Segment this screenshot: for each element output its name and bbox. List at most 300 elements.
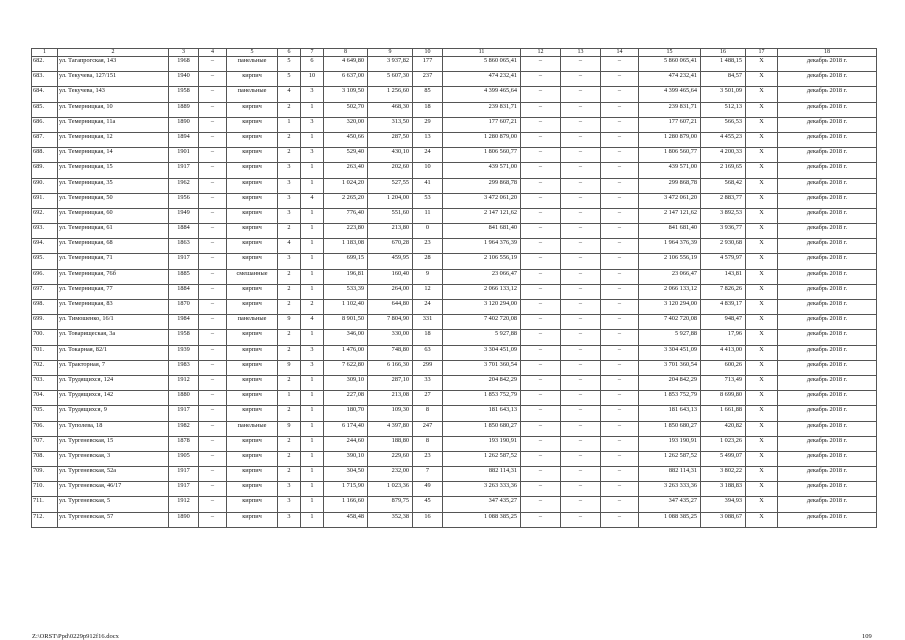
table-cell: 4 455,23 — [701, 132, 746, 147]
table-cell: – — [521, 315, 561, 330]
table-cell: 3 120 294,00 — [639, 300, 701, 315]
table-cell: – — [199, 315, 227, 330]
table-cell: 6 174,40 — [324, 421, 368, 436]
table-cell: 568,42 — [701, 178, 746, 193]
table-cell: 1884 — [169, 284, 199, 299]
table-cell: – — [561, 254, 601, 269]
table-cell: декабрь 2018 г. — [778, 102, 877, 117]
table-cell: 1 262 587,52 — [639, 451, 701, 466]
table-cell: – — [561, 436, 601, 451]
table-cell: – — [199, 300, 227, 315]
table-cell: – — [601, 300, 639, 315]
table-cell: 177 607,21 — [443, 117, 521, 132]
table-cell: 4 413,00 — [701, 345, 746, 360]
table-cell: – — [561, 178, 601, 193]
table-cell: 533,39 — [324, 284, 368, 299]
table-cell: – — [601, 87, 639, 102]
table-cell: ул. Темерницкая, 10 — [58, 102, 169, 117]
table-cell: 2 — [278, 451, 301, 466]
table-cell: 1 806 560,77 — [639, 148, 701, 163]
table-cell: 3 — [278, 178, 301, 193]
table-cell: 4 — [301, 193, 324, 208]
table-cell: декабрь 2018 г. — [778, 512, 877, 527]
table-cell: – — [199, 208, 227, 223]
table-cell: кирпич — [227, 193, 278, 208]
table-cell: кирпич — [227, 345, 278, 360]
table-cell: 1885 — [169, 269, 199, 284]
table-cell: 1917 — [169, 406, 199, 421]
table-cell: 2 — [278, 224, 301, 239]
table-row — [32, 254, 877, 269]
table-cell: кирпич — [227, 148, 278, 163]
table-cell: 696. — [32, 269, 58, 284]
table-cell: – — [601, 208, 639, 223]
table-cell: 2 066 133,12 — [639, 284, 701, 299]
table-cell: ул. Темерницкая, 60 — [58, 208, 169, 223]
table-row — [32, 436, 877, 451]
table-cell: 5 499,07 — [701, 451, 746, 466]
table-row — [32, 163, 877, 178]
table-cell: 1962 — [169, 178, 199, 193]
table-cell: 2 — [278, 406, 301, 421]
table-cell: 705. — [32, 406, 58, 421]
table-cell: смешанные — [227, 269, 278, 284]
table-cell: 23 066,47 — [639, 269, 701, 284]
table-cell: 3 304 451,09 — [443, 345, 521, 360]
table-cell: 3 — [278, 254, 301, 269]
table-cell: Х — [746, 345, 778, 360]
table-cell: – — [561, 497, 601, 512]
table-cell: 1982 — [169, 421, 199, 436]
table-row — [32, 102, 877, 117]
table-cell: – — [199, 239, 227, 254]
table-cell: 2 — [278, 284, 301, 299]
table-cell: 695. — [32, 254, 58, 269]
table-cell: – — [521, 132, 561, 147]
table-cell: 287,50 — [368, 132, 413, 147]
table-cell: 41 — [413, 178, 443, 193]
table-cell: – — [199, 132, 227, 147]
table-cell: 1958 — [169, 87, 199, 102]
table-cell: – — [199, 360, 227, 375]
table-cell: декабрь 2018 г. — [778, 57, 877, 72]
table-cell: 5 927,88 — [639, 330, 701, 345]
table-cell: 181 643,13 — [443, 406, 521, 421]
table-cell: – — [199, 117, 227, 132]
table-cell: 3 — [301, 345, 324, 360]
table-cell: 33 — [413, 375, 443, 390]
table-cell: декабрь 2018 г. — [778, 300, 877, 315]
table-cell: панельные — [227, 315, 278, 330]
table-cell: 882 114,31 — [443, 467, 521, 482]
table-cell: декабрь 2018 г. — [778, 284, 877, 299]
table-cell: – — [199, 193, 227, 208]
table-cell: 704. — [32, 391, 58, 406]
table-cell: ул. Тургеневская, 46/17 — [58, 482, 169, 497]
table-cell: декабрь 2018 г. — [778, 87, 877, 102]
table-row — [32, 87, 877, 102]
table-cell: 3 — [278, 163, 301, 178]
table-cell: ул. Трудящихся, 142 — [58, 391, 169, 406]
table-row — [32, 178, 877, 193]
table-cell: декабрь 2018 г. — [778, 482, 877, 497]
table-cell: – — [561, 193, 601, 208]
table-cell: – — [521, 224, 561, 239]
table-cell: ул. Темерницкая, 61 — [58, 224, 169, 239]
table-cell: кирпич — [227, 497, 278, 512]
table-cell: 439 571,00 — [639, 163, 701, 178]
table-cell: кирпич — [227, 375, 278, 390]
table-cell: кирпич — [227, 436, 278, 451]
table-cell: 304,50 — [324, 467, 368, 482]
table-cell: – — [561, 117, 601, 132]
table-cell: 177 — [413, 57, 443, 72]
table-cell: 299 868,78 — [639, 178, 701, 193]
table-cell: 1 964 376,39 — [443, 239, 521, 254]
column-number-header: 17 — [746, 49, 778, 57]
table-cell: ул. Темерницкая, 12 — [58, 132, 169, 147]
table-cell: 23 — [413, 451, 443, 466]
table-cell: ул. Трудящихся, 124 — [58, 375, 169, 390]
table-cell: 247 — [413, 421, 443, 436]
table-cell: 1905 — [169, 451, 199, 466]
table-cell: 7 — [413, 467, 443, 482]
table-cell: ул. Тагапрогская, 143 — [58, 57, 169, 72]
table-cell: 699. — [32, 315, 58, 330]
table-cell: 1 964 376,39 — [639, 239, 701, 254]
table-cell: Х — [746, 497, 778, 512]
table-cell: 1894 — [169, 132, 199, 147]
table-cell: 352,38 — [368, 512, 413, 527]
table-cell: – — [199, 467, 227, 482]
table-cell: 1 853 752,79 — [443, 391, 521, 406]
table-cell: 5 860 065,41 — [639, 57, 701, 72]
table-cell: Х — [746, 193, 778, 208]
table-cell: 28 — [413, 254, 443, 269]
table-cell: – — [199, 345, 227, 360]
header-row — [32, 49, 877, 57]
table-cell: 701. — [32, 345, 58, 360]
table-cell: 841 681,40 — [443, 224, 521, 239]
table-cell: 1 166,60 — [324, 497, 368, 512]
table-cell: декабрь 2018 г. — [778, 345, 877, 360]
table-cell: 1 256,60 — [368, 87, 413, 102]
table-cell: – — [199, 87, 227, 102]
table-cell: ул. Текучева, 127/151 — [58, 72, 169, 87]
column-number-header: 14 — [601, 49, 639, 57]
table-cell: 3 — [278, 512, 301, 527]
table-cell: – — [601, 375, 639, 390]
column-number-header: 12 — [521, 49, 561, 57]
table-cell: 3 892,53 — [701, 208, 746, 223]
table-row — [32, 406, 877, 421]
table-cell: 5 607,30 — [368, 72, 413, 87]
table-cell: – — [521, 421, 561, 436]
table-cell: – — [521, 330, 561, 345]
table-cell: 239 831,71 — [639, 102, 701, 117]
table-row — [32, 360, 877, 375]
table-cell: 3 — [278, 497, 301, 512]
table-cell: 160,40 — [368, 269, 413, 284]
table-cell: 1 715,90 — [324, 482, 368, 497]
table-cell: 1956 — [169, 193, 199, 208]
table-cell: 1 — [301, 330, 324, 345]
table-cell: – — [601, 269, 639, 284]
table-cell: 23 — [413, 239, 443, 254]
table-cell: 346,00 — [324, 330, 368, 345]
table-cell: 1 — [301, 451, 324, 466]
table-cell: – — [199, 436, 227, 451]
table-cell: Х — [746, 300, 778, 315]
table-cell: – — [561, 148, 601, 163]
table-cell: – — [561, 406, 601, 421]
table-cell: 2 930,68 — [701, 239, 746, 254]
table-cell: кирпич — [227, 178, 278, 193]
table-cell: декабрь 2018 г. — [778, 193, 877, 208]
table-cell: 3 — [301, 117, 324, 132]
table-row — [32, 117, 877, 132]
table-cell: 4 — [301, 315, 324, 330]
table-cell: 703. — [32, 375, 58, 390]
table-cell: 2 — [278, 330, 301, 345]
table-cell: 85 — [413, 87, 443, 102]
table-cell: – — [601, 284, 639, 299]
table-cell: 2 — [278, 300, 301, 315]
table-cell: 7 402 720,08 — [443, 315, 521, 330]
table-row — [32, 239, 877, 254]
table-cell: ул. Туполева, 18 — [58, 421, 169, 436]
table-cell: 1878 — [169, 436, 199, 451]
table-cell: 3 — [278, 208, 301, 223]
table-cell: 1 488,15 — [701, 57, 746, 72]
table-cell: 1880 — [169, 391, 199, 406]
table-cell: 204 842,29 — [639, 375, 701, 390]
table-cell: 691. — [32, 193, 58, 208]
table-cell: ул. Темерницкая, 77 — [58, 284, 169, 299]
table-cell: 1 023,26 — [701, 436, 746, 451]
table-cell: декабрь 2018 г. — [778, 239, 877, 254]
table-cell: 1890 — [169, 512, 199, 527]
table-cell: 3 — [301, 360, 324, 375]
table-cell: – — [601, 467, 639, 482]
table-cell: – — [199, 284, 227, 299]
table-cell: кирпич — [227, 451, 278, 466]
table-row — [32, 482, 877, 497]
table-cell: 347 435,27 — [443, 497, 521, 512]
table-cell: ул. Тургеневская, 15 — [58, 436, 169, 451]
table-cell: Х — [746, 406, 778, 421]
table-cell: Х — [746, 315, 778, 330]
table-cell: 4 839,17 — [701, 300, 746, 315]
table-cell: 697. — [32, 284, 58, 299]
table-cell: Х — [746, 102, 778, 117]
table-row — [32, 315, 877, 330]
table-cell: 24 — [413, 148, 443, 163]
table-cell: 3 304 451,09 — [639, 345, 701, 360]
table-cell: ул. Темерницкая, 35 — [58, 178, 169, 193]
table-cell: ул. Темерницкая, 14 — [58, 148, 169, 163]
table-cell: – — [521, 178, 561, 193]
table-cell: 10 — [301, 72, 324, 87]
table-cell: Х — [746, 208, 778, 223]
table-cell: 420,82 — [701, 421, 746, 436]
table-cell: декабрь 2018 г. — [778, 451, 877, 466]
column-number-header: 3 — [169, 49, 199, 57]
table-cell: 213,80 — [368, 224, 413, 239]
table-cell: – — [199, 375, 227, 390]
table-cell: 6 — [301, 57, 324, 72]
table-cell: 688. — [32, 148, 58, 163]
table-cell: 1 — [301, 254, 324, 269]
table-cell: – — [521, 375, 561, 390]
table-cell: – — [199, 512, 227, 527]
table-cell: 7 402 720,08 — [639, 315, 701, 330]
table-cell: – — [521, 239, 561, 254]
table-cell: кирпич — [227, 391, 278, 406]
table-cell: – — [521, 406, 561, 421]
column-number-header: 13 — [561, 49, 601, 57]
table-cell: – — [199, 178, 227, 193]
table-cell: 776,40 — [324, 208, 368, 223]
table-cell: 3 — [301, 87, 324, 102]
table-cell: 2 — [301, 300, 324, 315]
table-cell: – — [521, 148, 561, 163]
table-cell: 188,80 — [368, 436, 413, 451]
table-cell: 193 190,91 — [443, 436, 521, 451]
table-row — [32, 391, 877, 406]
table-cell: декабрь 2018 г. — [778, 72, 877, 87]
table-row — [32, 451, 877, 466]
table-cell: 2 — [278, 375, 301, 390]
table-cell: – — [561, 421, 601, 436]
table-cell: 474 232,41 — [443, 72, 521, 87]
table-cell: 23 066,47 — [443, 269, 521, 284]
table-cell: 1917 — [169, 163, 199, 178]
table-cell: 213,08 — [368, 391, 413, 406]
table-cell: ул. Тургеневская, 3 — [58, 451, 169, 466]
table-cell: 204 842,29 — [443, 375, 521, 390]
table-cell: 1949 — [169, 208, 199, 223]
table-cell: 2 169,65 — [701, 163, 746, 178]
table-cell: – — [521, 269, 561, 284]
table-cell: – — [521, 436, 561, 451]
table-cell: 3 109,50 — [324, 87, 368, 102]
table-row — [32, 132, 877, 147]
table-cell: Х — [746, 360, 778, 375]
table-cell: ул. Темерницкая, 71 — [58, 254, 169, 269]
table-cell: 5 — [278, 72, 301, 87]
table-cell: – — [601, 178, 639, 193]
table-cell: 1 853 752,79 — [639, 391, 701, 406]
table-cell: декабрь 2018 г. — [778, 497, 877, 512]
table-cell: 309,10 — [324, 375, 368, 390]
table-cell: декабрь 2018 г. — [778, 178, 877, 193]
table-cell: 3 263 333,36 — [639, 482, 701, 497]
table-row — [32, 269, 877, 284]
table-cell: 4 — [278, 87, 301, 102]
table-cell: – — [521, 512, 561, 527]
table-cell: 84,57 — [701, 72, 746, 87]
table-cell: 1912 — [169, 375, 199, 390]
table-cell: – — [199, 330, 227, 345]
table-row — [32, 72, 877, 87]
table-cell: 6 166,30 — [368, 360, 413, 375]
table-cell: 287,10 — [368, 375, 413, 390]
table-cell: – — [561, 330, 601, 345]
table-cell: 17,96 — [701, 330, 746, 345]
table-cell: кирпич — [227, 72, 278, 87]
table-cell: 699,15 — [324, 254, 368, 269]
table-cell: 694. — [32, 239, 58, 254]
table-cell: 2 106 556,19 — [639, 254, 701, 269]
table-cell: 706. — [32, 421, 58, 436]
table-cell: 1 — [278, 391, 301, 406]
table-cell: – — [199, 497, 227, 512]
table-cell: Х — [746, 254, 778, 269]
table-row — [32, 512, 877, 527]
table-cell: 1 — [301, 421, 324, 436]
table-cell: 1 — [301, 178, 324, 193]
table-cell: – — [521, 284, 561, 299]
table-cell: – — [561, 391, 601, 406]
table-cell: 49 — [413, 482, 443, 497]
table-cell: 1 — [301, 208, 324, 223]
table-cell: 143,81 — [701, 269, 746, 284]
table-row — [32, 284, 877, 299]
table-row — [32, 467, 877, 482]
table-cell: 1940 — [169, 72, 199, 87]
table-cell: – — [199, 57, 227, 72]
table-cell: – — [561, 284, 601, 299]
table-cell: – — [561, 57, 601, 72]
table-cell: – — [601, 482, 639, 497]
table-cell: 1 — [301, 224, 324, 239]
table-cell: – — [601, 254, 639, 269]
table-cell: – — [561, 239, 601, 254]
table-cell: – — [521, 360, 561, 375]
table-cell: 390,10 — [324, 451, 368, 466]
table-cell: 16 — [413, 512, 443, 527]
column-number-header: 1 — [32, 49, 58, 57]
table-cell: Х — [746, 391, 778, 406]
table-cell: 1968 — [169, 57, 199, 72]
table-cell: 670,28 — [368, 239, 413, 254]
table-cell: декабрь 2018 г. — [778, 436, 877, 451]
table-cell: 702. — [32, 360, 58, 375]
table-cell: 63 — [413, 345, 443, 360]
table-cell: 502,70 — [324, 102, 368, 117]
table-cell: 1 806 560,77 — [443, 148, 521, 163]
table-cell: 709. — [32, 467, 58, 482]
table-cell: – — [601, 102, 639, 117]
table-cell: – — [601, 57, 639, 72]
table-cell: Х — [746, 512, 778, 527]
table-row — [32, 375, 877, 390]
table-cell: 1863 — [169, 239, 199, 254]
table-cell: декабрь 2018 г. — [778, 391, 877, 406]
table-cell: 4 399 465,64 — [443, 87, 521, 102]
table-cell: кирпич — [227, 300, 278, 315]
table-cell: 689. — [32, 163, 58, 178]
table-cell: 2 — [278, 345, 301, 360]
table-cell: Х — [746, 436, 778, 451]
table-cell: 3 — [278, 482, 301, 497]
table-cell: 2 — [278, 102, 301, 117]
table-cell: ул. Темерницкая, 68 — [58, 239, 169, 254]
table-cell: 948,47 — [701, 315, 746, 330]
table-cell: 27 — [413, 391, 443, 406]
table-cell: ул. Темерницкая, 15 — [58, 163, 169, 178]
